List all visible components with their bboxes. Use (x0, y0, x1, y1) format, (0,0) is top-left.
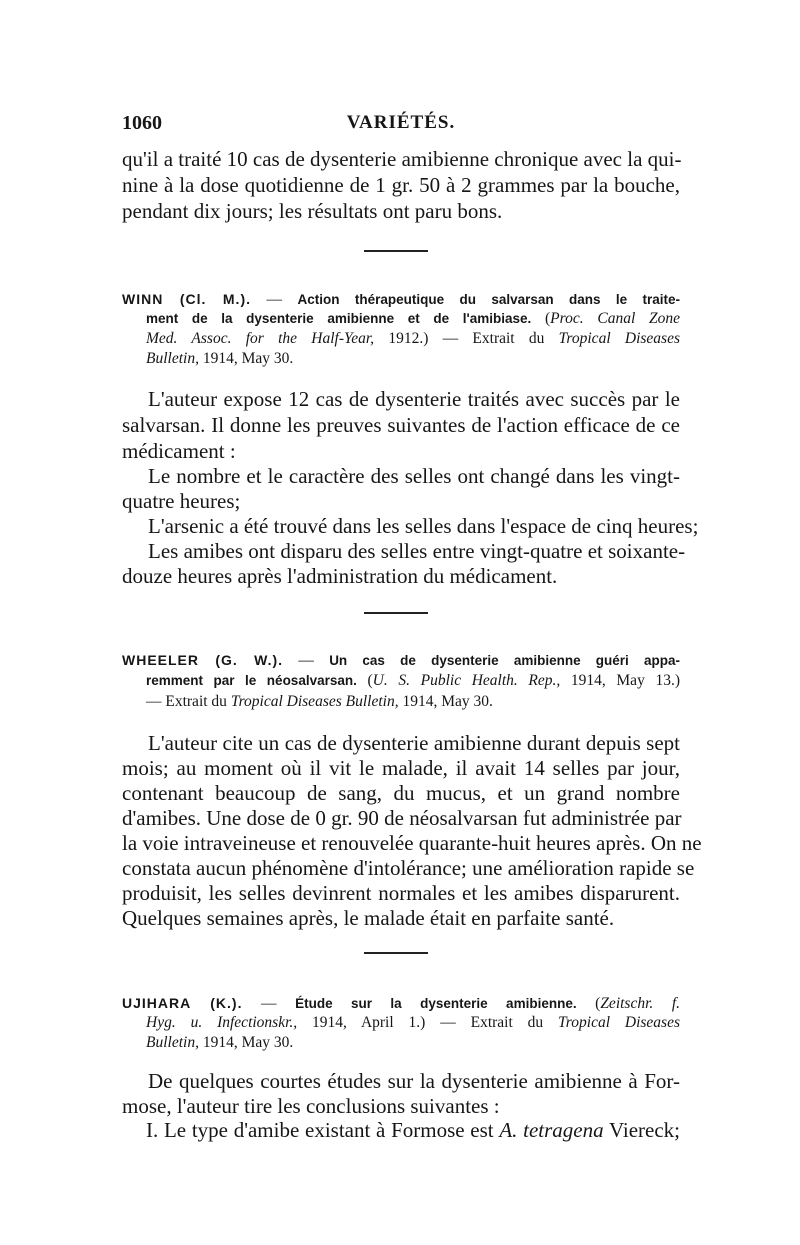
body-line: douze heures après l'administration du médicament. (122, 564, 558, 588)
entry-title: Action thérapeutique du salvarsan dans le traite- (297, 292, 681, 307)
body-line: médicament : (122, 439, 236, 463)
body-line: Les amibes ont disparu des selles entre vingt-quatre et soixante- (148, 539, 686, 563)
body-line: produisit, les selles devinrent normales et les amibes disparurent. (122, 881, 680, 905)
body-line: De quelques courtes études sur la dysenterie amibienne à For- (148, 1069, 680, 1093)
body-line: Quelques semaines après, le malade était en parfaite santé. (122, 906, 615, 930)
section-divider (364, 612, 428, 614)
intro-line: qu'il a traité 10 cas de dysenterie amibienne chronique avec la qui- (122, 147, 682, 171)
intro-line: nine à la dose quotidienne de 1 gr. 50 à 2 grammes par la bouche, (122, 173, 680, 197)
body-line: la voie intraveineuse et renouvelée quarante-huit heures après. On ne (122, 831, 702, 855)
body-line: Le nombre et le caractère des selles ont changé dans les vingt- (148, 464, 680, 488)
source-journal: Zeitschr. f. (600, 995, 681, 1012)
conclusion-number: I. (146, 1118, 159, 1142)
source-journal: Proc. Canal Zone (550, 310, 681, 327)
entry-title: Étude sur la dysenterie amibienne. (295, 996, 577, 1011)
citation-line: Hyg. u. Infectionskr., 1914, April 1.) — Extrait du Tropical Diseases (146, 1014, 680, 1031)
citation-line: WHEELER (G. W.). — Un cas de dysenterie amibienne guéri appa- (122, 652, 681, 669)
citation-line: UJIHARA (K.). — Étude sur la dysenterie amibienne. (Zeitschr. f. (122, 995, 681, 1012)
body-line: mose, l'auteur tire les conclusions suivantes : (122, 1094, 500, 1118)
entry-title: Un cas de dysenterie amibienne guéri appa- (329, 653, 681, 668)
body-line: quatre heures; (122, 489, 241, 513)
body-line: mois; au moment où il vit le malade, il avait 14 selles par jour, (122, 756, 680, 780)
entry-author: WHEELER (G. W.). (122, 652, 284, 668)
page-header (122, 112, 680, 142)
body-line: constata aucun phénomène d'intolérance; une amélioration rapide se (122, 856, 695, 880)
citation-line: remment par le néosalvarsan. (U. S. Public Health. Rep., 1914, May 13.) (146, 672, 680, 689)
citation-line: Bulletin, 1914, May 30. (146, 1034, 294, 1051)
section-divider (364, 952, 428, 954)
species-name: A. tetragena (499, 1118, 604, 1142)
running-head: VARIÉTÉS. (346, 112, 456, 133)
body-line: d'amibes. Une dose de 0 gr. 90 de néosalvarsan fut administrée par (122, 806, 682, 830)
citation-line: Bulletin, 1914, May 30. (146, 350, 294, 367)
citation-line: WINN (Cl. M.). — Action thérapeutique du salvarsan dans le traite- (122, 291, 681, 308)
page-number: 1060 (122, 112, 162, 134)
body-line: L'arsenic a été trouvé dans les selles dans l'espace de cinq heures; (148, 514, 699, 538)
conclusion-line: I. Le type d'amibe existant à Formose est A. tetragena Viereck; (146, 1118, 680, 1142)
source-journal: U. S. Public Health. Rep., (372, 672, 561, 689)
body-line: L'auteur expose 12 cas de dysenterie traités avec succès par le (148, 387, 680, 411)
body-line: salvarsan. Il donne les preuves suivantes de l'action efficace de ce (122, 413, 680, 437)
intro-line: pendant dix jours; les résultats ont paru bons. (122, 199, 503, 223)
citation-line: ment de la dysenterie amibienne et de l'amibiase. (Proc. Canal Zone (146, 310, 681, 327)
citation-line: Med. Assoc. for the Half-Year, 1912.) — Extrait du Tropical Diseases (146, 330, 681, 347)
body-line: L'auteur cite un cas de dysenterie amibienne durant depuis sept (148, 731, 680, 755)
citation-line: — Extrait du Tropical Diseases Bulletin, 1914, May 30. (146, 693, 493, 710)
section-divider (364, 250, 428, 252)
entry-author: UJIHARA (K.). (122, 995, 243, 1011)
body-line: contenant beaucoup de sang, du mucus, et un grand nombre (122, 781, 680, 805)
entry-author: WINN (Cl. M.). (122, 291, 251, 307)
